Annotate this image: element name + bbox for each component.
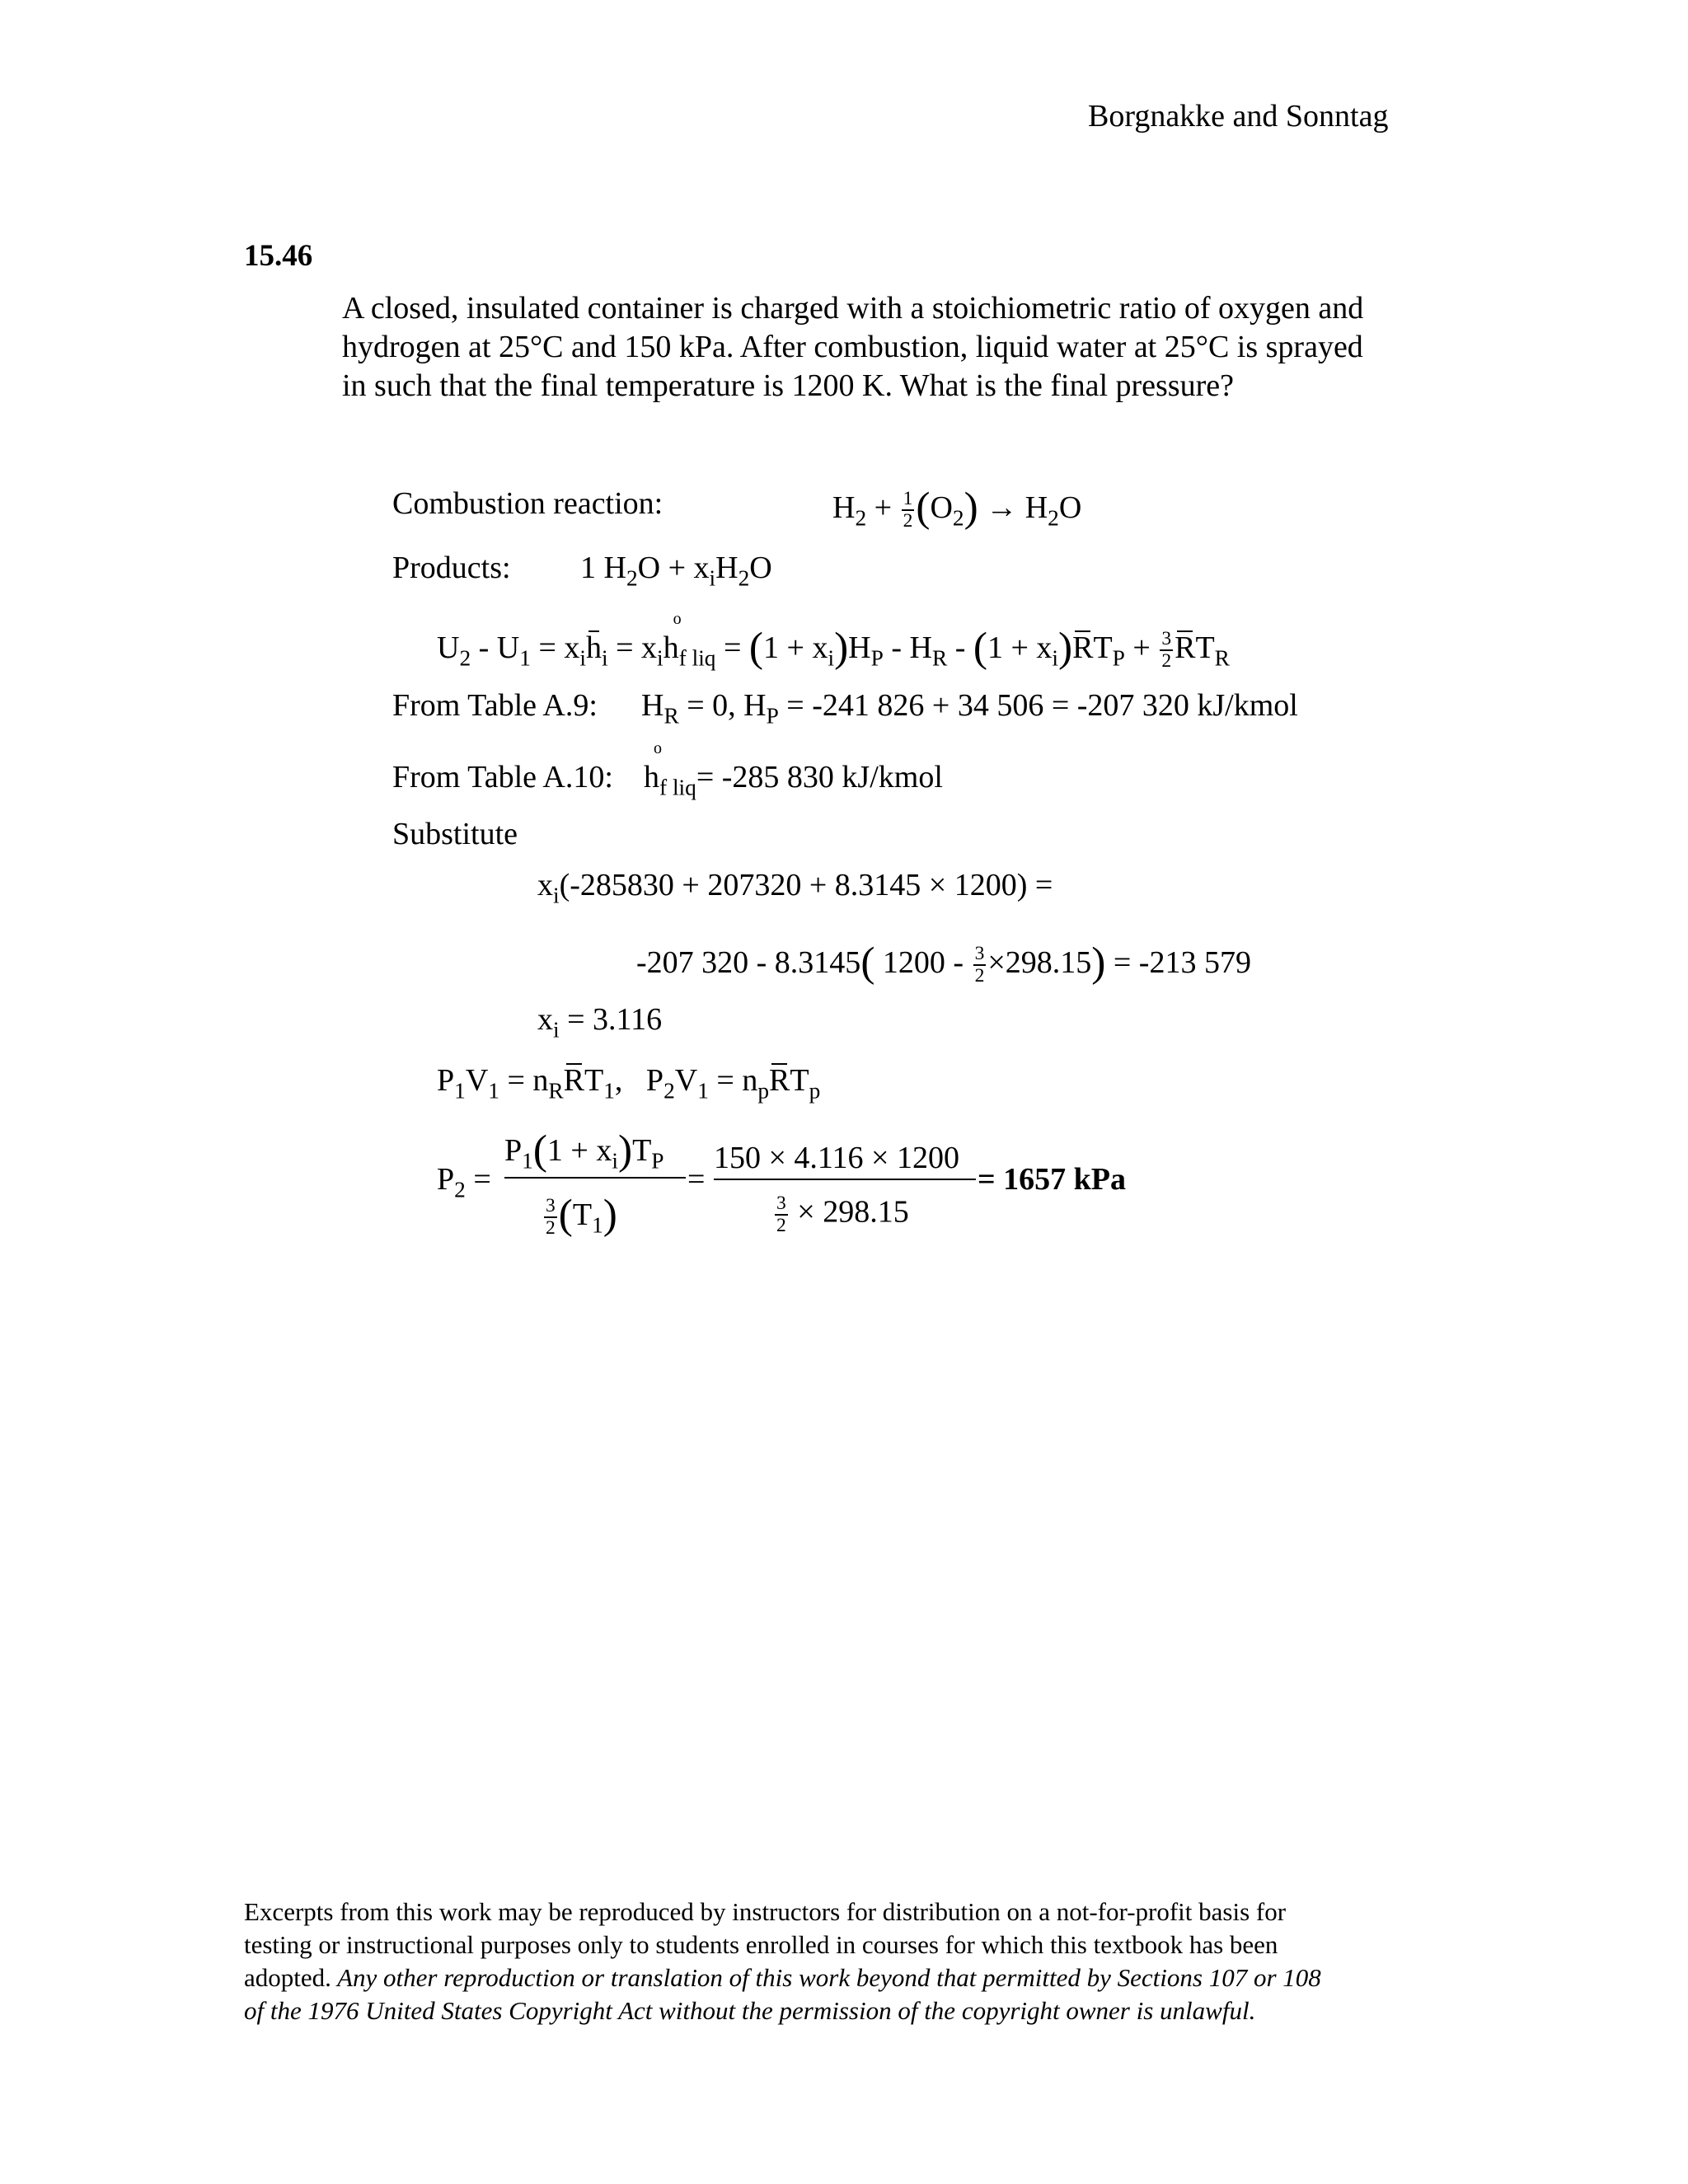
- copyright-line: adopted. Any other reproduction or translation of this work beyond that permitted by Sections 107 or 108: [244, 1963, 1321, 1992]
- copyright-line: testing or instructional purposes only to students enrolled in courses for which this textbook has been: [244, 1930, 1278, 1959]
- table-a10-rhs: = -285 830 kJ/kmol: [696, 760, 943, 794]
- p2-numeric-denominator: $\frac{3}{2}$ × 298.15: [776, 1193, 909, 1236]
- substitute-label: Substitute: [392, 817, 518, 851]
- table-a9-values: = 0, H: [687, 688, 767, 723]
- problem-statement-line: A closed, insulated container is charged with a stoichiometric ratio of oxygen and: [342, 291, 1364, 326]
- problem-statement-line: hydrogen at 25°C and 150 kPa. After combustion, liquid water at 25°C is sprayed: [342, 330, 1363, 364]
- copyright-line: Excerpts from this work may be reproduced by instructors for distribution on a not-for-profit basis for: [244, 1897, 1287, 1926]
- products-label: Products:: [392, 551, 511, 585]
- p2-lhs: $P_2$ =: [437, 1162, 491, 1202]
- copyright-line: of the 1976 United States Copyright Act without the permission of the copyright owner is unlawful.: [244, 1996, 1256, 2025]
- p2-fraction-bar: [504, 1177, 686, 1179]
- p2-numeric-fraction-bar: [714, 1179, 976, 1180]
- energy-equation: $U_2 - U_1 = x_ih_i = x_io$ $h_{f liq} = (1 + x_i)H_P - H_R - (1 + x_i)RT_P$ + $\frac{3}{2}$ $RT_R$: [437, 626, 1230, 672]
- substitution-line-1: $x_i(-285830 + 207320 + 8.3145 \times 1200)$ =: [537, 868, 1053, 908]
- p2-numeric-numerator: 150 × 4.116 × 1200: [714, 1141, 959, 1175]
- combustion-equation: $H_2$ + $\frac{1}{2}$ $(O_2) \to H_2O$: [832, 484, 1082, 532]
- running-header: Borgnakke and Sonntag: [1088, 99, 1389, 134]
- problem-number: 15.46: [244, 239, 313, 273]
- combustion-label: Combustion reaction:: [392, 486, 663, 521]
- table-a9-rhs: = -241 826 + 34 506 = -207 320 kJ/kmol: [786, 688, 1298, 723]
- table-a10-label: From Table A.10:: [392, 760, 613, 794]
- ideal-gas-relations: $P_1V_1 = n_RRT_1$, $P_2V_1 = n_pRT_p$: [437, 1063, 821, 1104]
- substitution-line-2: -207 320 - 8.3145( 1200 - $\frac{3}{2}$ ×298.15) = -213 579: [636, 939, 1251, 987]
- table-a9-equation: $H_R = 0$, $H_P = -241$ 826 + 34 506 = -207 320 kJ/kmol: [641, 688, 1298, 729]
- equals-sign: =: [687, 1162, 706, 1197]
- p2-numerator: $P_1(1 + x_i)T_P$: [504, 1127, 664, 1174]
- p2-final-result: = 1657 kPa: [978, 1162, 1126, 1197]
- p2-denominator: $\frac{3}{2}$ $(T_1)$: [546, 1191, 617, 1240]
- xi-result: $x_i = 3.116$: [537, 1002, 663, 1043]
- table-a10-equation: o $h_{f liq}= -285$ 830 kJ/kmol: [644, 762, 943, 793]
- products-equation: 1 $H_2O + x_iH_2O$: [580, 551, 772, 591]
- problem-statement-line: in such that the final temperature is 1200 K. What is the final pressure?: [342, 368, 1234, 403]
- substitution-line-1-rhs: (-285830 + 207320 + 8.3145 × 1200) =: [559, 868, 1053, 902]
- table-a9-label: From Table A.9:: [392, 688, 598, 723]
